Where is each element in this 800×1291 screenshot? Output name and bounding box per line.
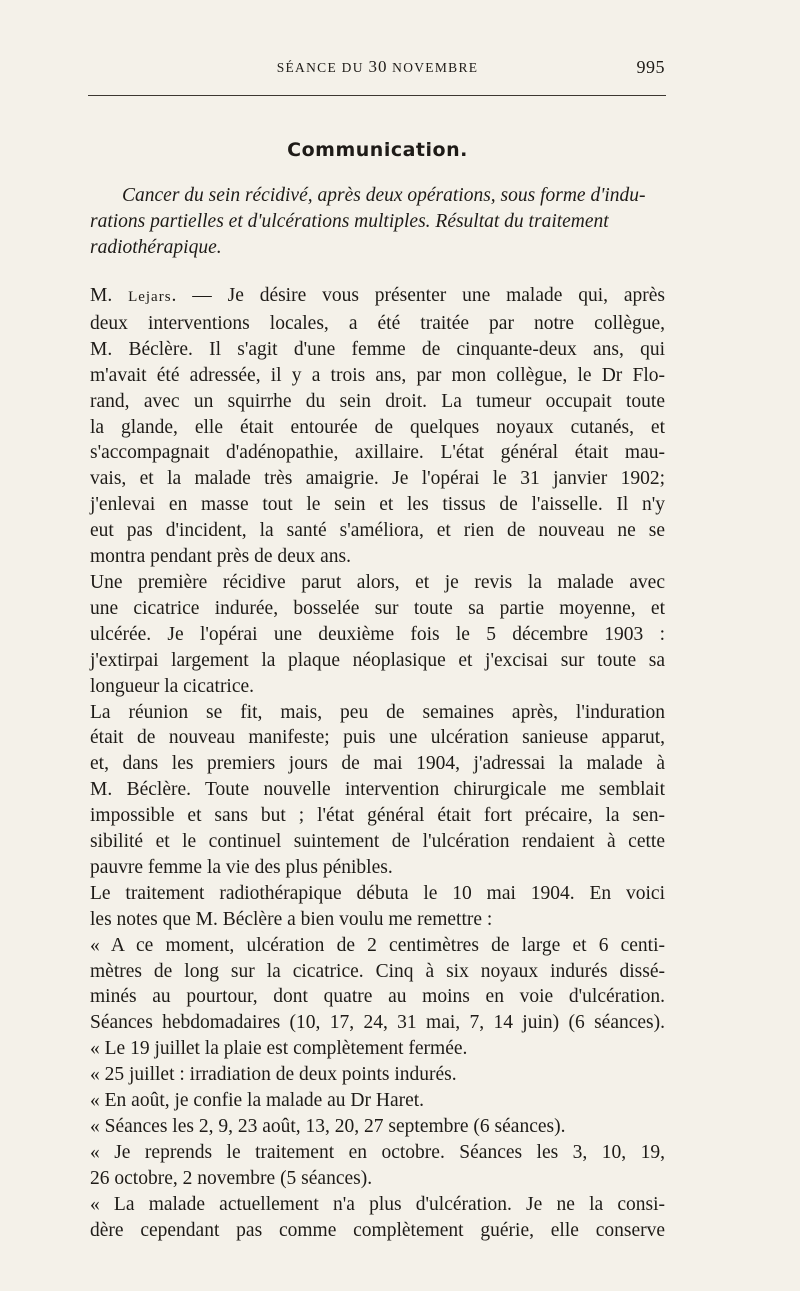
article-title xyxy=(90,183,665,261)
body-line: Le traitement radiothérapique débuta le 10 mai 1904. En voici xyxy=(90,882,665,904)
body-line: 26 octobre, 2 novembre (5 séances). xyxy=(90,1167,373,1189)
body-line: ulcérée. Je l'opérai une deuxième fois le 5 décembre 1903 : xyxy=(90,623,665,645)
body-line: j'enlevai en masse tout le sein et les tissus de l'aisselle. Il n'y xyxy=(90,494,665,516)
body-line: Séances hebdomadaires (10, 17, 24, 31 mai, 7, 14 juin) (6 séances). xyxy=(90,1012,665,1034)
body-line: montra pendant près de deux ans. xyxy=(90,546,352,568)
body-line: pauvre femme la vie des plus pénibles. xyxy=(90,856,393,878)
body-line: impossible et sans but ; l'état général était fort précaire, la sen- xyxy=(90,805,665,827)
body-line: j'extirpai largement la plaque néoplasique et j'excisai sur toute sa xyxy=(90,649,665,671)
body-line-text: . — Je désire vous présenter une malade qui, après xyxy=(171,285,665,306)
body-line xyxy=(90,283,665,311)
page-number: 995 xyxy=(636,57,665,77)
speaker-prefix: M. xyxy=(90,285,129,306)
running-head xyxy=(90,57,665,85)
body-line: « 25 juillet : irradiation de deux points indurés. xyxy=(90,1064,457,1086)
body-line: « La malade actuellement n'a plus d'ulcération. Je ne la consi- xyxy=(90,1193,665,1215)
body-line: deux interventions locales, a été traitée par notre collègue, xyxy=(90,312,665,334)
body-line: vais, et la malade très amaigrie. Je l'opérai le 31 janvier 1902; xyxy=(90,468,665,490)
article-title-line: rations partielles et d'ulcérations multiples. Résultat du traitement xyxy=(90,211,609,232)
body-line: mètres de long sur la cicatrice. Cinq à six noyaux indurés dissé- xyxy=(90,960,665,982)
article-title-line: radiothérapique. xyxy=(90,237,222,258)
body-line: eut pas d'incident, la santé s'améliora, et rien de nouveau ne se xyxy=(90,520,665,542)
article-title-line: Cancer du sein récidivé, après deux opérations, sous forme d'indu- xyxy=(122,185,646,206)
header-rule xyxy=(88,95,666,96)
running-head-date-number: 30 xyxy=(368,57,388,76)
body-line: rand, avec un squirrhe du sein droit. La tumeur occupait toute xyxy=(90,390,665,412)
body-line: sibilité et le continuel suintement de l'ulcération rendaient à cette xyxy=(90,831,665,853)
body-line: les notes que M. Béclère a bien voulu me remettre : xyxy=(90,908,493,930)
running-head-suffix: NOVEMBRE xyxy=(387,60,479,75)
body-line: longueur la cicatrice. xyxy=(90,675,255,697)
section-title: Communication. xyxy=(287,139,468,161)
body-line: s'accompagnait d'adénopathie, axillaire. L'état général était mau- xyxy=(90,442,665,464)
running-head-prefix: SÉANCE DU xyxy=(276,60,369,75)
body-line: une cicatrice indurée, bosselée sur toute sa partie moyenne, et xyxy=(90,597,665,619)
body-line: dère cependant pas comme complètement guérie, elle conserve xyxy=(90,1219,665,1241)
body-line: « Le 19 juillet la plaie est complètement fermée. xyxy=(90,1038,468,1060)
body-line: « Séances les 2, 9, 23 août, 13, 20, 27 septembre (6 séances). xyxy=(90,1116,566,1137)
running-head-title xyxy=(90,57,665,77)
body-line: et, dans les premiers jours de mai 1904, j'adressai la malade à xyxy=(90,753,665,775)
body-line: M. Béclère. Toute nouvelle intervention chirurgicale me semblait xyxy=(90,779,665,801)
body-line: La réunion se fit, mais, peu de semaines après, l'induration xyxy=(90,701,665,723)
body-line: était de nouveau manifeste; puis une ulcération sanieuse apparut, xyxy=(90,727,665,749)
body-text xyxy=(90,283,665,1244)
body-line: minés au pourtour, dont quatre au moins en voie d'ulcération. xyxy=(90,986,665,1008)
body-line: « A ce moment, ulcération de 2 centimètres de large et 6 centi- xyxy=(90,934,665,956)
body-line: la glande, elle était entourée de quelques noyaux cutanés, et xyxy=(90,416,665,438)
body-line: « Je reprends le traitement en octobre. Séances les 3, 10, 19, xyxy=(90,1141,665,1163)
body-line: « En août, je confie la malade au Dr Haret. xyxy=(90,1090,425,1112)
body-line: Une première récidive parut alors, et je revis la malade avec xyxy=(90,571,665,593)
speaker-name: Lejars xyxy=(128,289,172,305)
body-line: m'avait été adressée, il y a trois ans, par mon collègue, le Dr Flo- xyxy=(90,364,665,386)
body-line: M. Béclère. Il s'agit d'une femme de cinquante-deux ans, qui xyxy=(90,338,665,360)
